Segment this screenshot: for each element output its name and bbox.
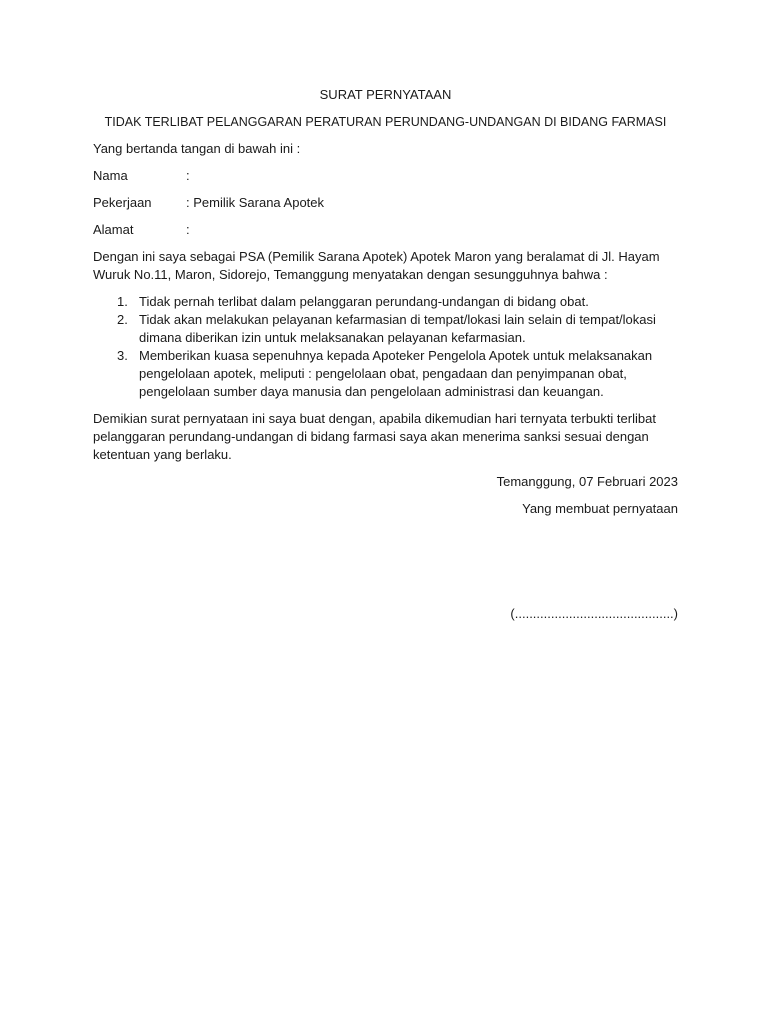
list-item [93, 293, 678, 311]
field-value: : Pemilik Sarana Apotek [186, 195, 325, 210]
field-label: Nama [93, 168, 128, 183]
identity-fields [93, 167, 678, 239]
field-pekerjaan [93, 194, 678, 212]
field-alamat [93, 221, 678, 239]
closing-paragraph: Demikian surat pernyataan ini saya buat dengan, apabila dikemudian hari ternyata terbukti terlibat pelanggaran perundang-undangan di bidang farmasi saya akan menerima sanksi sesuai dengan ketentuan yang berlaku. [93, 411, 656, 462]
list-item [93, 311, 678, 347]
list-text: Tidak akan melakukan pelayanan kefarmasian di tempat/lokasi lain selain di tempat/lokasi dimana diberikan izin untuk melaksanakan pelayanan kefarmasian. [139, 312, 656, 345]
letter-subtitle: TIDAK TERLIBAT PELANGGARAN PERATURAN PERUNDANG-UNDANGAN DI BIDANG FARMASI [104, 115, 667, 129]
place-date: Temanggung, 07 Februari 2023 [496, 474, 678, 489]
list-item [93, 347, 678, 401]
statement-paragraph: Dengan ini saya sebagai PSA (Pemilik Sarana Apotek) Apotek Maron yang beralamat di Jl. Hayam Wuruk No.11, Maron, Sidorejo, Temanggung menyatakan dengan sesungguhnya bahwa : [93, 249, 660, 282]
opening-line: Yang bertanda tangan di bawah ini : [93, 141, 301, 156]
list-number: 2. [117, 312, 128, 327]
field-label: Pekerjaan [93, 195, 152, 210]
field-value: : [186, 222, 190, 237]
letter-title: SURAT PERNYATAAN [319, 87, 452, 102]
list-text: Tidak pernah terlibat dalam pelanggaran perundang-undangan di bidang obat. [139, 294, 589, 309]
field-nama [93, 167, 678, 185]
list-text: Memberikan kuasa sepenuhnya kepada Apoteker Pengelola Apotek untuk melaksanakan pengelolaan apotek, meliputi : pengelolaan obat, pengadaan dan penyimpanan obat, pengelolaan sumber daya manusia dan pengelolaan administrasi dan keuangan. [139, 348, 653, 399]
signature-line: (............................................) [510, 606, 678, 621]
field-value: : [186, 168, 190, 183]
letter-body [93, 86, 678, 623]
list-number: 3. [117, 348, 128, 363]
signature-block [93, 473, 678, 623]
field-label: Alamat [93, 222, 134, 237]
signer-label: Yang membuat pernyataan [522, 501, 678, 516]
list-number: 1. [117, 294, 128, 309]
declaration-list [93, 293, 678, 401]
